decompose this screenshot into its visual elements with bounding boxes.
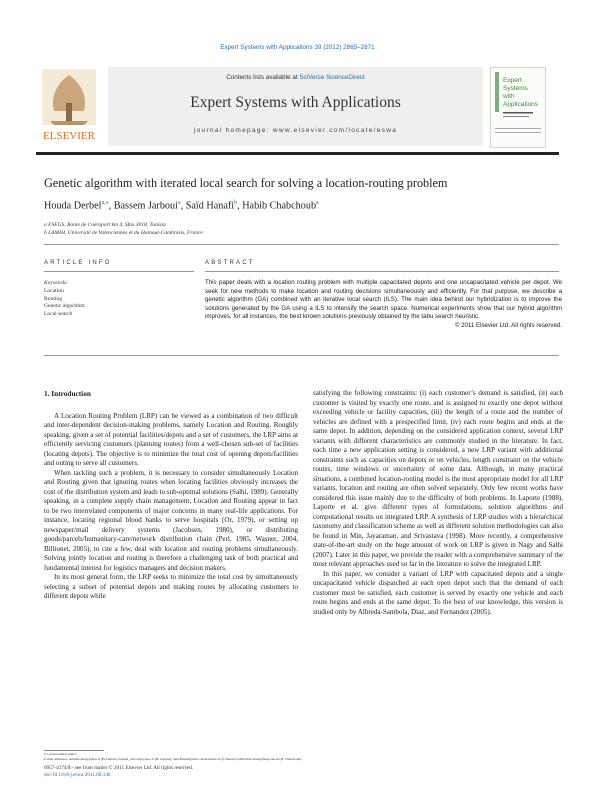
abstract-divider — [205, 271, 559, 272]
body-paragraph: When tackling such a problem, it is necessary to consider simultaneously Location and Routing given that ignoring routes when locating facilities obviously increases the cost of the distribution system and leads to sub-optimal solutions (Salhi, 1989). Generally speaking, in a complete supply chain management, Location and Routing appear in fact to be two interrelated components of major concerns in many real-life applications. For instance, locating regional blood banks to serve hospitals (Or, 1979), or setting up newspaper/mail delivery systems (Jacobsen, 1980), or distributing goods/parcels/humanitary-care/network distribution chain (Perl, 1985, Wasner, 2004, Billionet, 2005), to cite a few, deal with location and routing problems simultaneously. Solving jointly location and routing is therefore a challenging task of both practical and fundamental interest for logistics managers and decision makers. — [44, 468, 298, 572]
corresponding-author-note: ⁎ Corresponding author. — [44, 752, 77, 756]
body-right-column — [313, 389, 563, 617]
article-info-heading: ARTICLE INFO — [44, 260, 112, 266]
affiliation-divider — [44, 244, 559, 245]
copyright-notice: © 2011 Elsevier Ltd. All rights reserved. — [454, 321, 562, 329]
section-heading: 1. Introduction — [44, 389, 91, 398]
keywords-list — [44, 288, 85, 318]
issn-line: 0957-4174/$ - see front matter © 2011 Elsevier Ltd. All rights reserved. — [44, 765, 194, 771]
affiliation: a FSEGS, Route de l’aéroport km 4, Sfax 3018, Tunisia — [44, 222, 166, 228]
author-affiliation-mark[interactable]: a — [177, 200, 181, 206]
svg-text:Applications: Applications — [503, 101, 539, 108]
footnotes — [44, 752, 304, 762]
body-paragraph: In this paper, we consider a variant of LRP with capacitated depots and a single uncapacitated vehicle dispatched at each open depot such that the demand of each customer must be satisfied, each customer is served by exactly one vehicle and each route begins and ends at the same depot. To the best of our knowledge, this version is studied only by Albreda-Sambola, Diaz, and Fernandez (2005). — [313, 569, 563, 616]
body-paragraph: A Location Routing Problem (LRP) can be viewed as a combination of two difficult and inter-dependent decision-making problems, namely Location and Routing. Roughly speaking, given a set of potential facilities/depots and a set of customers, the LRP aims at efficiently servicing customers (planning routes) from a well-chosen sub-set of facilities (locating depots). The objective is to minimize the total cost of opening depots/facilities and outing to serve all customers. — [44, 411, 298, 467]
author-affiliation-mark[interactable]: b — [234, 200, 238, 206]
paper-title: Genetic algorithm with iterated local search for solving a location-routing problem — [44, 176, 448, 190]
author-list: Houda Derbel$^{a,⁎}$, Bassem Jarboui$^a$, Saïd Hanafi$^b$, Habib Chabchoub$^a$ — [44, 200, 319, 212]
email-addresses[interactable]: E-mail addresses: derbelhouda@yahoo.fr (H. Derbel), bassem_jarboui@yahoo.fr (B. Jarboui), Said.Hanafi@univ-valenciennes.fr (S. Hanafi), habibchabchoub@fsegs.rnu.tn (H. Chabchoub). — [44, 756, 303, 761]
journal-cover-thumbnail — [490, 67, 546, 148]
author-name: Saïd Hanafi — [185, 200, 235, 212]
author-affiliation-mark[interactable]: a — [316, 200, 319, 206]
elsevier-logo — [36, 67, 102, 147]
journal-title: Expert Systems with Applications — [190, 94, 401, 111]
doi-link[interactable]: doi:10.1016/j.eswa.2011.08.146 — [44, 772, 111, 779]
abstract — [205, 279, 562, 331]
footnote-divider — [44, 750, 104, 751]
author-name: Houda Derbel — [44, 200, 102, 212]
contents-prefix: Contents lists available at — [226, 74, 298, 81]
svg-text:Expert: Expert — [503, 77, 522, 84]
keywords-label: Keywords: — [44, 280, 69, 286]
affiliation: b LAMIH, Université de Valenciennes et du Hainaut-Cambrésis, France — [44, 230, 203, 236]
svg-text:Systems: Systems — [503, 85, 528, 92]
abstract-body: This paper deals with a location routing problem with multiple capacitated depots and one uncapacitated vehicle per depot. We seek for new methods to make location and routing decisions simultaneously and efficiently. For that purpose, we describe a genetic algorithm (GA) combined with an iterative local search (ILS). The main idea behind our hybridization is to improve the solutions generated by the GA using a ILS to intensify the search space. Numerical experiments show that our hybrid algorithm improves, for all instances, the best known solutions previously obtained by the tabu search heuristic. — [205, 279, 562, 321]
journal-header — [36, 67, 559, 147]
body-paragraph: satisfying the following constraints: (i) each customer’s demand is satisfied, (ii) each customer is visited by exactly one route, and is assigned to exactly one depot without exceeding vehicle or facility capacities, (iii) the length of a route and the number of vehicles are defined with a prespecified limit, (iv) each route begins and ends at the same depot. In addition, depending on the considered application context, several LRP variants with different characteristics are commonly studied in the literature. In fact, each time a new application setting is considered, a new LRP variant with additional constraints such as capacities on depots or on vehicles, length constraint on the vehicle routes, time windows or uncertainty of some data. Although, in many practical situations, a combined location-routing model is the most appropriate model for all LRP variants, location and routing are often solved separately. Only few recent works have considered this issue mainly due to the difficulty of both problems. In Laporte (1988), Laporte et al. give different types of formulations, solution algorithms and computational results on integrated LRP. A synthesis of LRP studies with a hierarchical taxonomy and classification scheme as well as different solution methodologies can also be found in Min, Jayaraman, and Srivastava (1998). More recently, a comprehensive state-of-the-art study on the huge amount of work on LRP is given in Nagy and Salhi (2007). Later in this paper, we provide the reader with a comprehensive summary of the most relevant approaches used so far in the literature to solve the integrated LRP. — [313, 389, 563, 568]
svg-text:with: with — [503, 93, 515, 100]
elsevier-wordmark: ELSEVIER — [43, 130, 95, 142]
header-divider — [36, 152, 559, 155]
abstract-bottom-divider — [44, 355, 559, 356]
keyword: Genetic algorithm — [44, 303, 85, 310]
journal-homepage[interactable]: journal homepage: www.elsevier.com/locate/eswa — [193, 127, 398, 134]
body-left-column — [44, 389, 298, 602]
abstract-heading: ABSTRACT — [205, 260, 255, 266]
sciencedirect-link[interactable]: SciVerse ScienceDirect — [299, 74, 365, 81]
author-name: Bassem Jarboui — [113, 200, 178, 212]
journal-banner — [108, 67, 483, 146]
article-info-divider — [44, 271, 194, 272]
keyword: Routing — [44, 295, 63, 302]
page-footer — [44, 765, 193, 779]
author-name: Habib Chabchoub — [242, 200, 317, 212]
journal-reference[interactable]: Expert Systems with Applications 39 (2012) 2865–2871 — [220, 44, 375, 51]
contents-line — [108, 74, 483, 81]
author-affiliation-mark[interactable]: a,⁎ — [101, 200, 109, 206]
keyword: Location — [44, 288, 64, 294]
keyword: Local search — [44, 310, 73, 317]
body-paragraph: In its most general form, the LRP seeks to minimize the total cost by simultaneously selecting a subset of potential depots and making routes by allocating customers to different depots while — [44, 573, 298, 600]
